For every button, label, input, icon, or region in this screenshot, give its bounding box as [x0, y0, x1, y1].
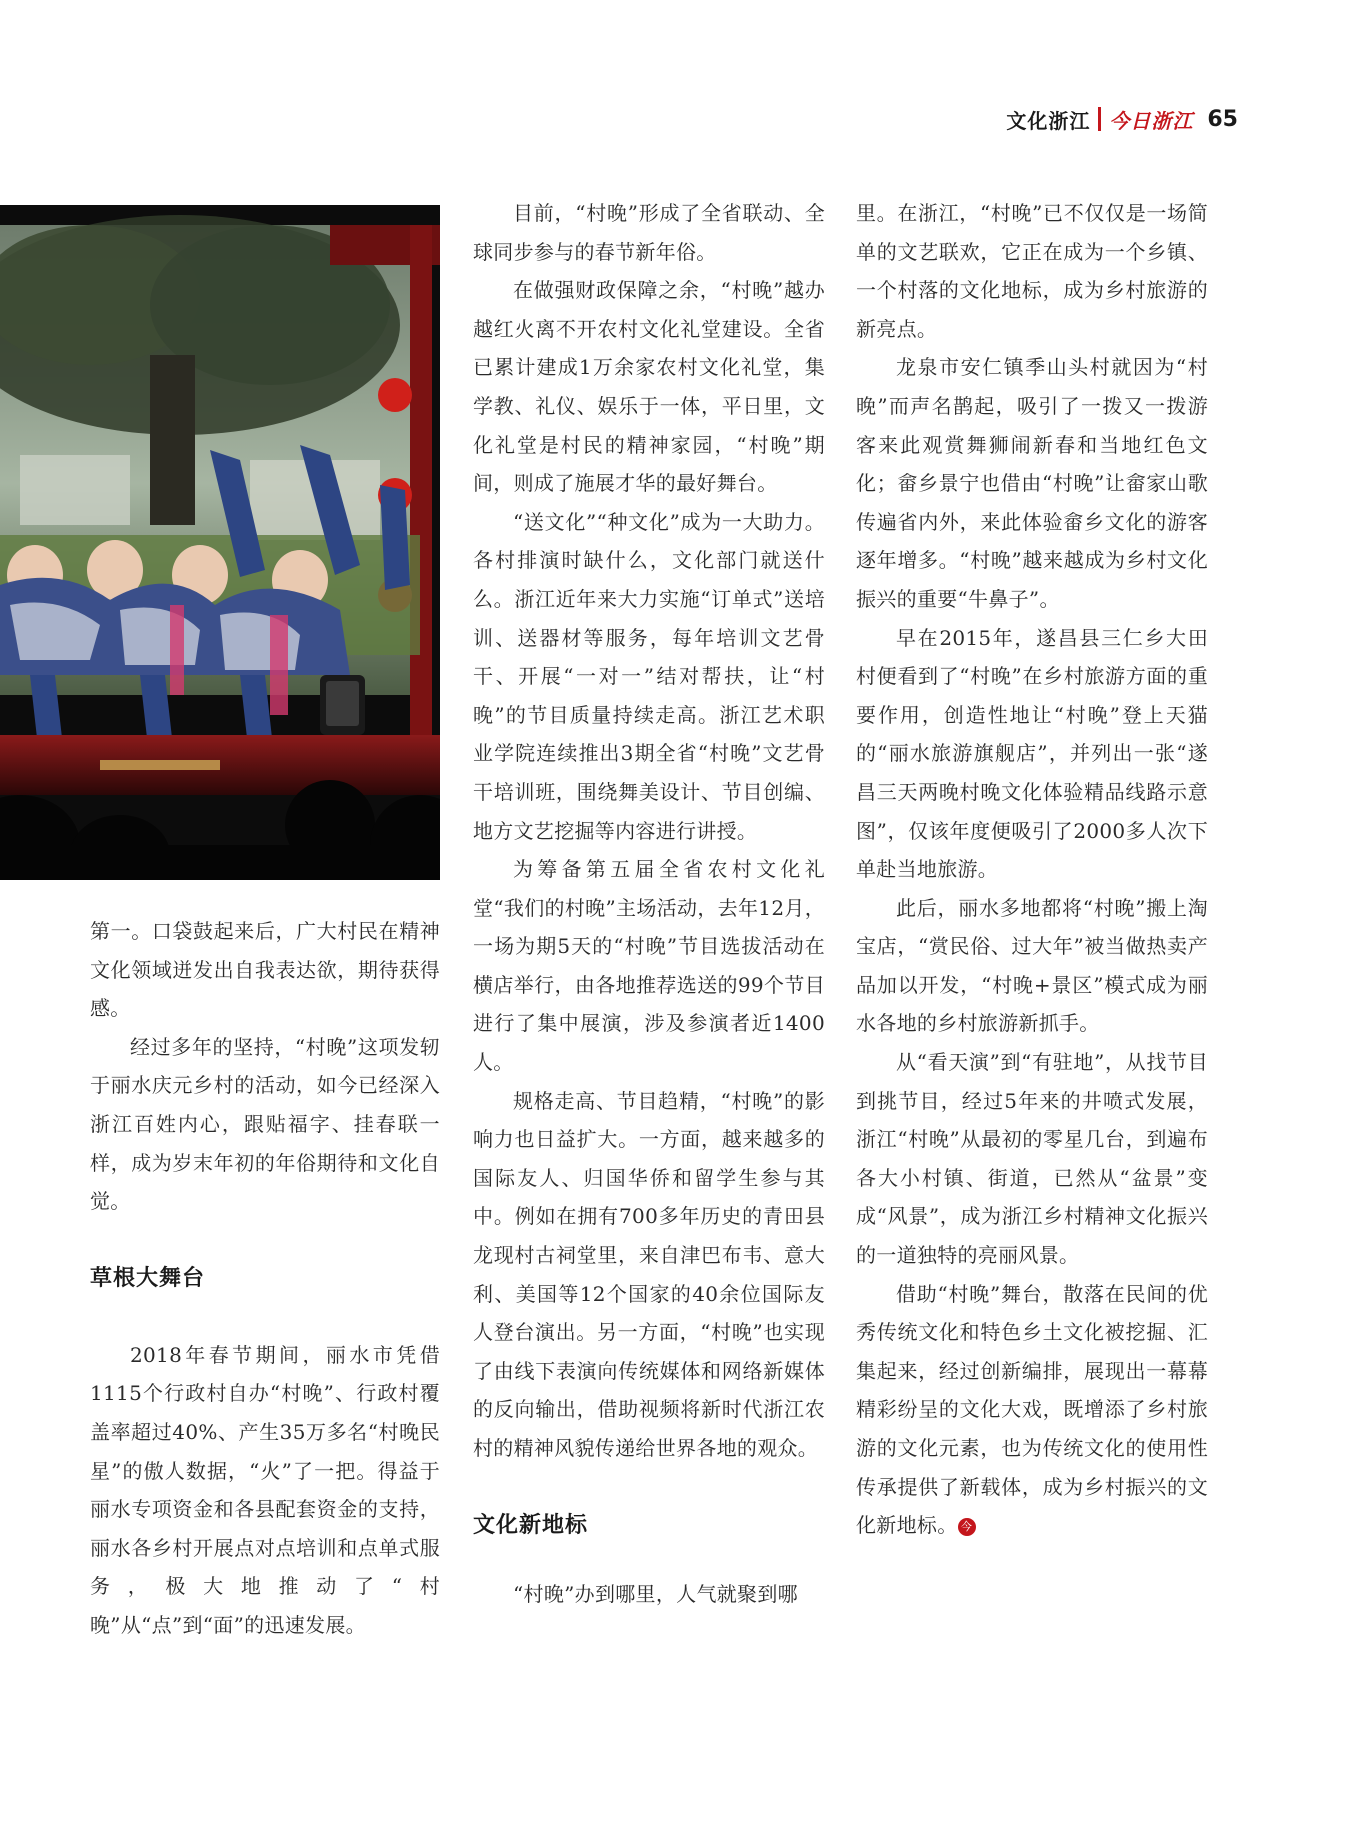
paragraph: 里。在浙江，“村晚”已不仅仅是一场简单的文艺联欢，它正在成为一个乡镇、一个村落的文化地标，成为乡村旅游的新亮点。 — [856, 201, 1208, 341]
paragraph: 为筹备第五届全省农村文化礼堂“我们的村晚”主场活动，去年12月，一场为期5天的“村晚”节目选拔活动在横店举行，由各地推荐选送的99个节目进行了集中展演，涉及参演者近1400人。 — [473, 857, 825, 1075]
paragraph: 早在2015年，遂昌县三仁乡大田村便看到了“村晚”在乡村旅游方面的重要作用，创造性地让“村晚”登上天猫的“丽水旅游旗舰店”，并列出一张“遂昌三天两晚村晚文化体验精品线路示意图”，仅该年度便吸引了2000多人次下单赴当地旅游。 — [856, 625, 1208, 882]
paragraph: 在做强财政保障之余，“村晚”越办越红火离不开农村文化礼堂建设。全省已累计建成1万余家农村文化礼堂，集学教、礼仪、娱乐于一体，平日里，文化礼堂是村民的精神家园，“村晚”期间，则成了施展才华的最好舞台。 — [473, 278, 825, 496]
running-header — [1006, 104, 1238, 134]
column-2 — [473, 194, 825, 1613]
paragraph: 目前，“村晚”形成了全省联动、全球同步参与的春节新年俗。 — [473, 201, 825, 264]
header-divider — [1098, 107, 1101, 131]
paragraph: 从“看天演”到“有驻地”，从找节目到挑节目，经过5年来的井喷式发展，浙江“村晚”从最初的零星几台，到遍布各大小村镇、街道，已然从“盆景”变成“风景”，成为浙江乡村精神文化振兴的一道独特的亮丽风景。 — [856, 1050, 1208, 1268]
paragraph: “村晚”办到哪里，人气就聚到哪 — [513, 1581, 798, 1606]
paragraph: 第一。口袋鼓起来后，广大村民在精神文化领域迸发出自我表达欲，期待获得感。 — [90, 919, 440, 1021]
performance-photo — [0, 205, 440, 880]
paragraph: 2018年春节期间，丽水市凭借1115个行政村自办“村晚”、行政村覆盖率超过40%、产生35万多名“村晚民星”的傲人数据，“火”了一把。得益于丽水专项资金和各县配套资金的支持，丽水各乡村开展点对点培训和点单式服务，极大地推动了“村晚”从“点”到“面”的迅速发展。 — [90, 1342, 440, 1637]
section-heading: 文化新地标 — [473, 1512, 589, 1538]
paragraph-last — [856, 1275, 1208, 1545]
paragraph: 经过多年的坚持，“村晚”这项发轫于丽水庆元乡村的活动，如今已经深入浙江百姓内心，跟贴福字、挂春联一样，成为岁末年初的年俗期待和文化自觉。 — [90, 1034, 440, 1214]
paragraph: 规格走高、节目趋精，“村晚”的影响力也日益扩大。一方面，越来越多的国际友人、归国华侨和留学生参与其中。例如在拥有700多年历史的青田县龙现村古祠堂里，来自津巴布韦、意大利、美国等12个国家的40余位国际友人登台演出。另一方面，“村晚”也实现了由线下表演向传统媒体和网络新媒体的反向输出，借助视频将新时代浙江农村的精神风貌传递给世界各地的观众。 — [473, 1088, 825, 1460]
paragraph: “送文化”“种文化”成为一大助力。各村排演时缺什么，文化部门就送什么。浙江近年来大力实施“订单式”送培训、送器材等服务，每年培训文艺骨干、开展“一对一”结对帮扶，让“村晚”的节目质量持续走高。浙江艺术职业学院连续推出3期全省“村晚”文艺骨干培训班，围绕舞美设计、节目创编、地方文艺挖掘等内容进行讲授。 — [473, 509, 825, 843]
section-title: 文化浙江 — [1006, 108, 1091, 133]
paragraph: 此后，丽水多地都将“村晚”搬上淘宝店，“赏民俗、过大年”被当做热卖产品加以开发，“村晚+景区”模式成为丽水各地的乡村旅游新抓手。 — [856, 895, 1208, 1036]
page-number: 65 — [1207, 106, 1238, 132]
end-mark-icon: 今 — [958, 1518, 976, 1536]
column-1 — [90, 912, 440, 1645]
paragraph: 龙泉市安仁镇季山头村就因为“村晚”而声名鹊起，吸引了一拨又一拨游客来此观赏舞狮闹新春和当地红色文化；畲乡景宁也借由“村晚”让畲家山歌传遍省内外，来此体验畲乡文化的游客逐年增多。“村晚”越来越成为乡村文化振兴的重要“牛鼻子”。 — [856, 355, 1208, 611]
paragraph-text: 借助“村晚”舞台，散落在民间的优秀传统文化和特色乡土文化被挖掘、汇集起来，经过创新编排，展现出一幕幕精彩纷呈的文化大戏，既增添了乡村旅游的文化元素，也为传统文化的使用性传承提供了新载体，成为乡村振兴的文化新地标。 — [856, 1281, 1208, 1538]
section-heading: 草根大舞台 — [90, 1265, 206, 1291]
column-3 — [856, 194, 1208, 1545]
magazine-logo: 今日浙江 — [1109, 108, 1194, 133]
photo-illustration — [0, 205, 440, 880]
